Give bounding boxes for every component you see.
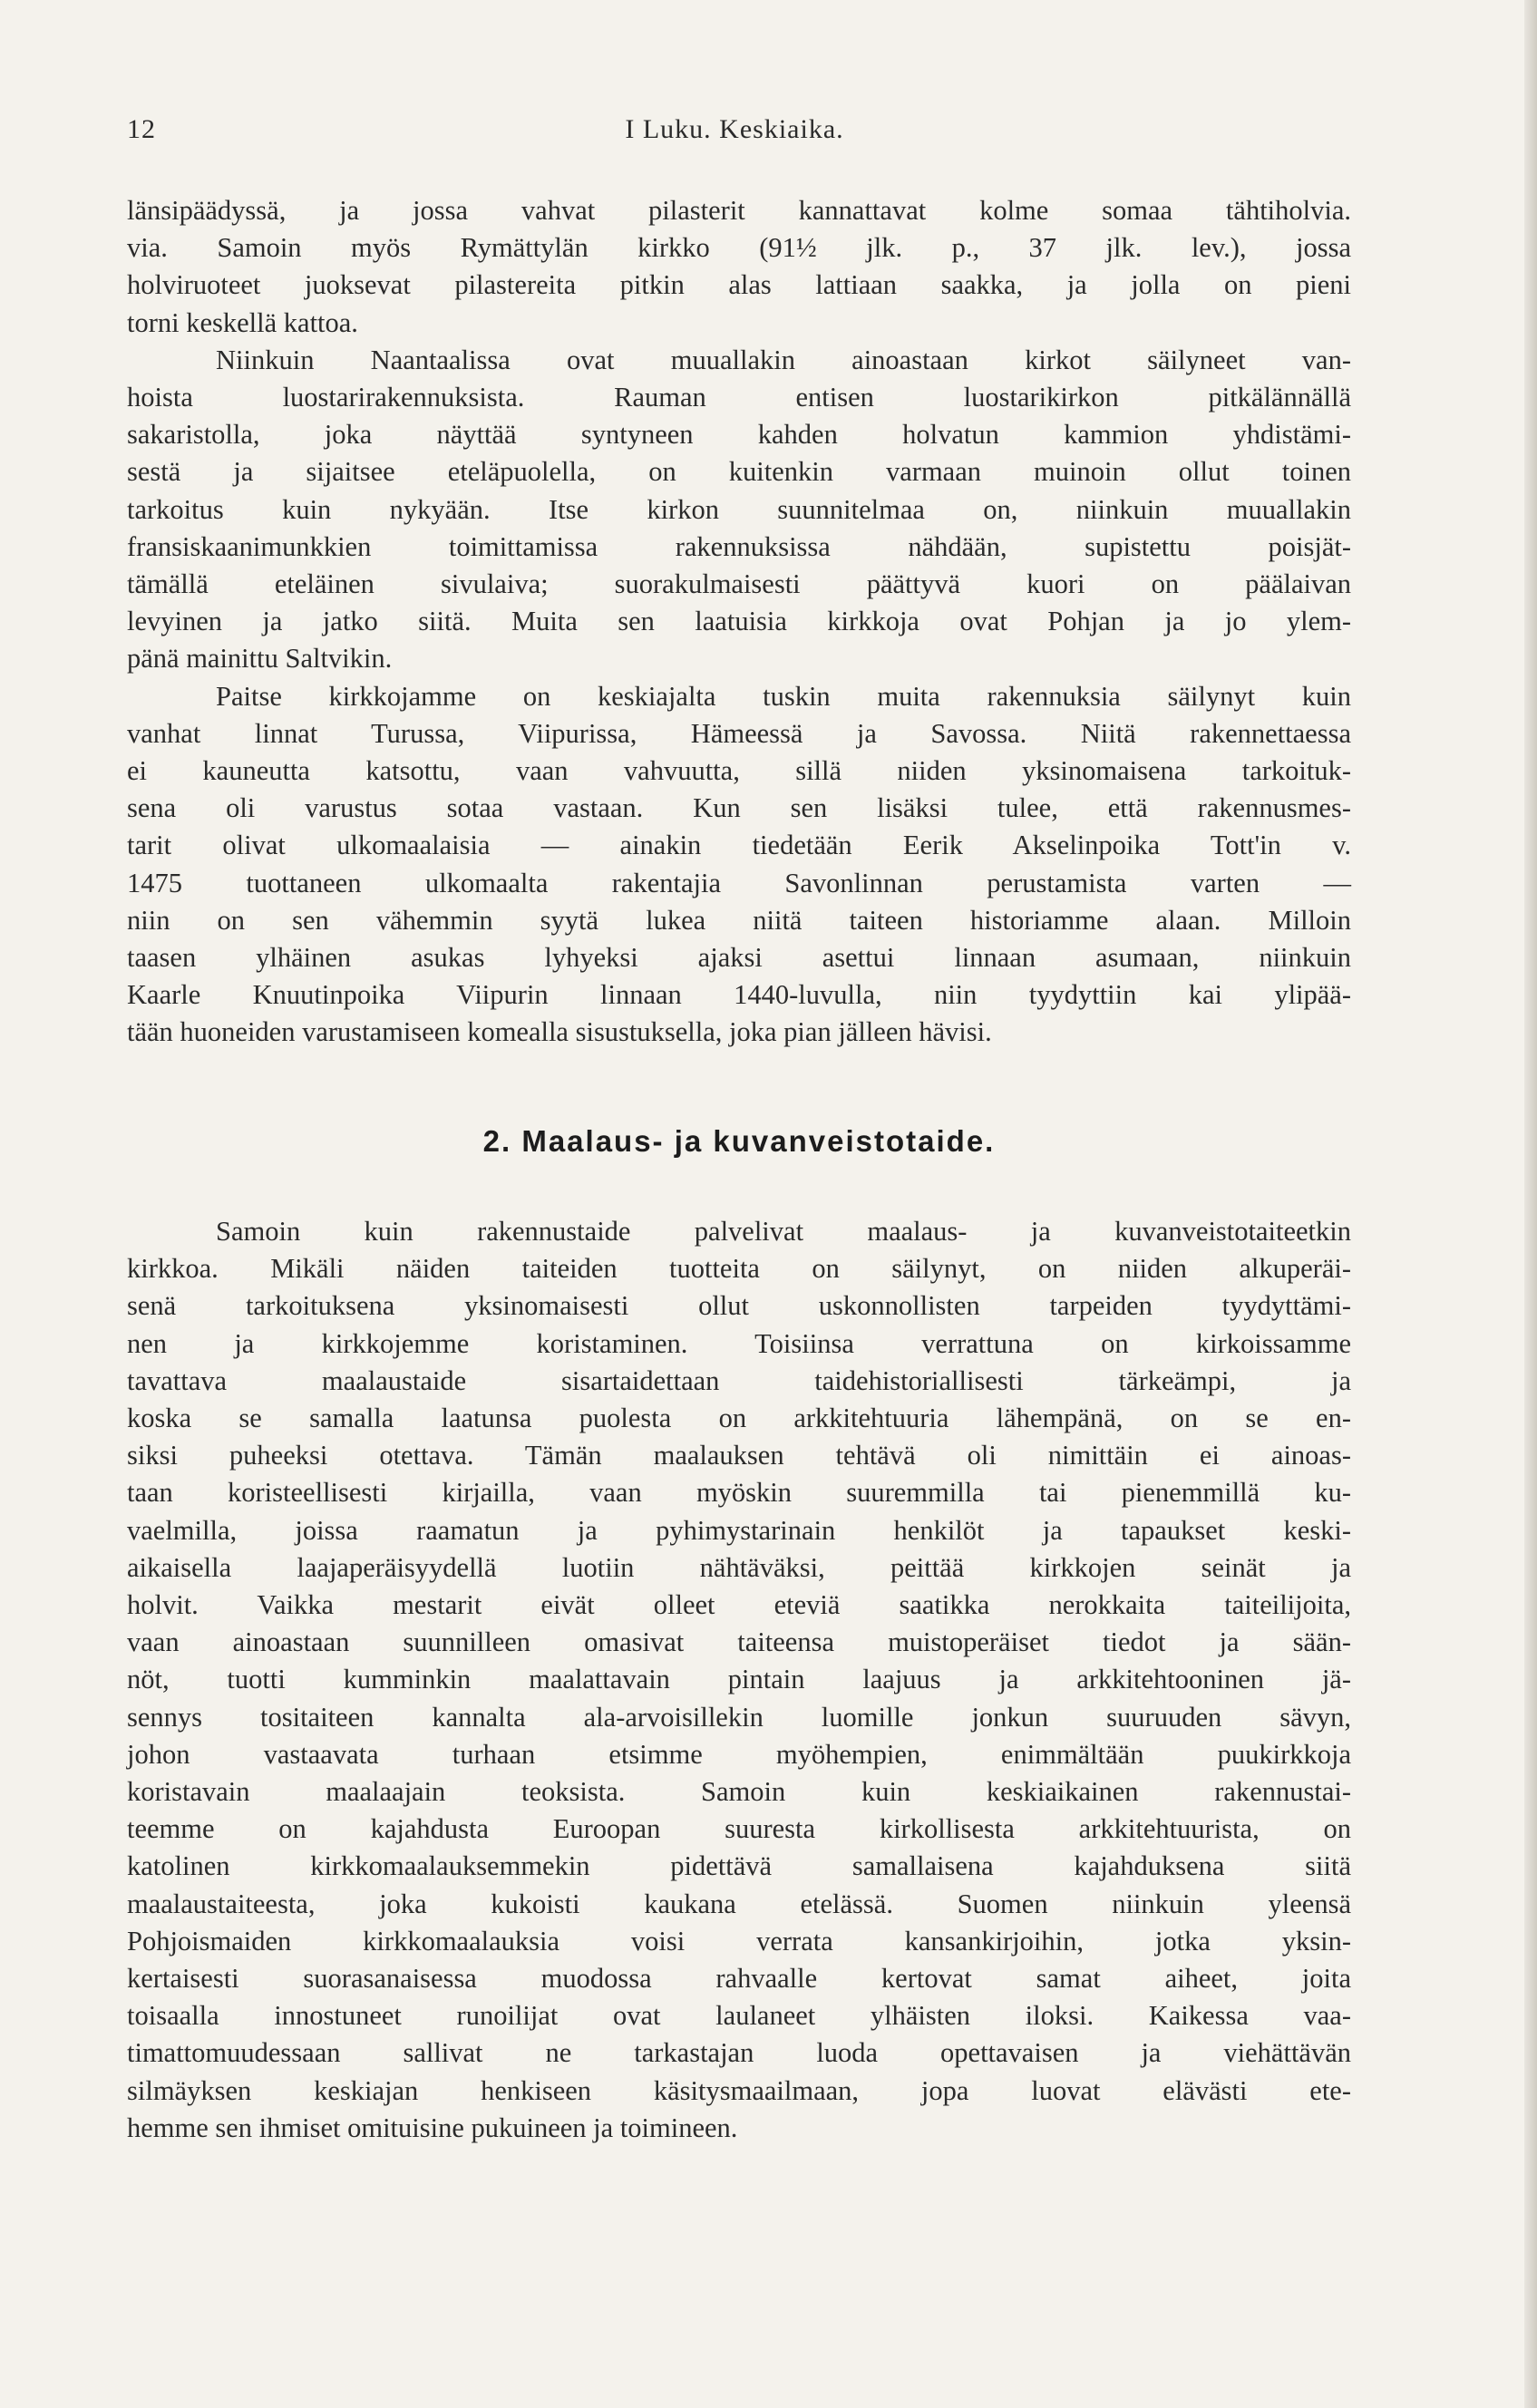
page-edge-shadow bbox=[1524, 0, 1537, 2408]
text-line: hemme sen ihmiset omituisine pukuineen ja toimineen. bbox=[127, 2112, 738, 2143]
text-line: koska se samalla laatunsa puolesta on arkkitehtuuria lähempänä, on se en- bbox=[127, 1403, 1351, 1434]
text-line: taan koristeellisesti kirjailla, vaan myöskin suuremmilla tai pienemmillä ku- bbox=[127, 1477, 1351, 1509]
text-line: johon vastaavata turhaan etsimme myöhempien, enimmältään puukirkkoja bbox=[127, 1738, 1351, 1770]
text-line: sena oli varustus sotaa vastaan. Kun sen lisäksi tulee, että rakennusmes- bbox=[127, 792, 1351, 824]
text-line: länsipäädyssä, ja jossa vahvat pilasterit kannattavat kolme somaa tähtiholvia. bbox=[127, 195, 1351, 226]
text-line: via. Samoin myös Rymättylän kirkko (91½ jlk. p., 37 jlk. lev.), jossa bbox=[127, 232, 1351, 264]
text-line: timattomuudessaan sallivat ne tarkastajan luoda opettavaisen ja viehättävän bbox=[127, 2037, 1351, 2069]
text-line: sennys tositaiteen kannalta ala-arvoisillekin luomille jonkun suuruuden sävyn, bbox=[127, 1701, 1351, 1733]
text-line: taasen ylhäinen asukas lyhyeksi ajaksi asettui linnaan asumaan, niinkuin bbox=[127, 942, 1351, 974]
text-line: senä tarkoituksena yksinomaisesti ollut uskonnollisten tarpeiden tyydyttämi- bbox=[127, 1290, 1351, 1322]
text-line: tarkoitus kuin nykyään. Itse kirkon suunnitelmaa on, niinkuin muuallakin bbox=[127, 493, 1351, 525]
text-line: toisaalla innostuneet runoilijat ovat laulaneet ylhäisten iloksi. Kaikessa vaa- bbox=[127, 2000, 1351, 2032]
text-line: 1475 tuottaneen ulkomaalta rakentajia Savonlinnan perustamista varten — bbox=[127, 867, 1351, 898]
text-line: Paitse kirkkojamme on keskiajalta tuskin muita rakennuksia säilynyt kuin bbox=[216, 680, 1351, 712]
text-line: katolinen kirkkomaalauksemmekin pidettävä samallaisena kajahduksena siitä bbox=[127, 1850, 1351, 1882]
text-line: siksi puheeksi otettava. Tämän maalauksen tehtävä oli nimittäin ei ainoas- bbox=[127, 1440, 1351, 1471]
text-line: tämällä eteläinen sivulaiva; suorakulmaisesti päättyvä kuori on päälaivan bbox=[127, 568, 1351, 600]
text-line: aikaisella laajaperäisyydellä luotiin nähtäväksi, peittää kirkkojen seinät ja bbox=[127, 1551, 1351, 1583]
text-line: koristavain maalaajain teoksista. Samoin kuin keskiaikainen rakennustai- bbox=[127, 1776, 1351, 1808]
text-line: ei kauneutta katsottu, vaan vahvuutta, sillä niiden yksinomaisena tarkoituk- bbox=[127, 755, 1351, 787]
text-line: tavattava maalaustaide sisartaidettaan taidehistoriallisesti tärkeämpi, ja bbox=[127, 1364, 1351, 1396]
text-line: vaelmilla, joissa raamatun ja pyhimystarinain henkilöt ja tapaukset keski- bbox=[127, 1514, 1351, 1546]
text-line: holvit. Vaikka mestarit eivät olleet eteviä saatikka nerokkaita taiteilijoita, bbox=[127, 1589, 1351, 1621]
text-line: sakaristolla, joka näyttää syntyneen kahden holvatun kammion yhdistämi- bbox=[127, 419, 1351, 451]
text-line: hoista luostarirakennuksista. Rauman entisen luostarikirkon pitkälännällä bbox=[127, 382, 1351, 413]
page-number: 12 bbox=[127, 114, 156, 144]
text-line: vanhat linnat Turussa, Viipurissa, Hämeessä ja Savossa. Niitä rakennettaessa bbox=[127, 717, 1351, 749]
text-line: vaan ainoastaan suunnilleen omasivat taiteensa muistoperäiset tiedot ja sään- bbox=[127, 1626, 1351, 1658]
section-2-body bbox=[127, 1213, 1351, 2147]
text-line: Kaarle Knuutinpoika Viipurin linnaan 1440-luvulla, niin tyydyttiin kai ylipää- bbox=[127, 979, 1351, 1011]
text-line: Niinkuin Naantaalissa ovat muuallakin ainoastaan kirkot säilyneet van- bbox=[216, 344, 1351, 375]
text-line: niin on sen vähemmin syytä lukea niitä taiteen historiamme alaan. Milloin bbox=[127, 904, 1351, 936]
text-line: teemme on kajahdusta Euroopan suuresta kirkollisesta arkkitehtuurista, on bbox=[127, 1813, 1351, 1845]
text-line: nöt, tuotti kumminkin maalattavain pintain laajuus ja arkkitehtooninen jä- bbox=[127, 1664, 1351, 1695]
section-1-body bbox=[127, 192, 1351, 1052]
text-line: fransiskaanimunkkien toimittamissa rakennuksissa nähdään, supistettu poisjät- bbox=[127, 530, 1351, 562]
text-line: kirkkoa. Mikäli näiden taiteiden tuotteita on säilynyt, on niiden alkuperäi- bbox=[127, 1253, 1351, 1285]
running-title: I Luku. Keskiaika. bbox=[625, 114, 844, 144]
text-line: nen ja kirkkojemme koristaminen. Toisiinsa verrattuna on kirkoissamme bbox=[127, 1327, 1351, 1359]
text-line: torni keskellä kattoa. bbox=[127, 306, 358, 338]
text-line: maalaustaiteesta, joka kukoisti kaukana etelässä. Suomen niinkuin yleensä bbox=[127, 1888, 1351, 1919]
text-line: Samoin kuin rakennustaide palvelivat maalaus- ja kuvanveistotaiteetkin bbox=[216, 1216, 1351, 1247]
text-line: silmäyksen keskiajan henkiseen käsitysmaailmaan, jopa luovat elävästi ete- bbox=[127, 2074, 1351, 2106]
section-heading: 2. Maalaus- ja kuvanveistotaide. bbox=[482, 1124, 996, 1158]
page-header bbox=[127, 114, 1342, 160]
text-line: levyinen ja jatko siitä. Muita sen laatuisia kirkkoja ovat Pohjan ja jo ylem- bbox=[127, 606, 1351, 637]
text-line: kertaisesti suorasanaisessa muodossa rahvaalle kertovat samat aiheet, joita bbox=[127, 1963, 1351, 1995]
text-line: holviruoteet juoksevat pilastereita pitkin alas lattiaan saakka, ja jolla on pieni bbox=[127, 269, 1351, 301]
text-line: sestä ja sijaitsee eteläpuolella, on kuitenkin varmaan muinoin ollut toinen bbox=[127, 456, 1351, 488]
text-line: tään huoneiden varustamiseen komealla sisustuksella, joka pian jälleen hävisi. bbox=[127, 1016, 992, 1048]
text-line: pänä mainittu Saltvikin. bbox=[127, 643, 393, 675]
text-line: tarit olivat ulkomaalaisia — ainakin tiedetään Eerik Akselinpoika Tott'in v. bbox=[127, 830, 1351, 861]
text-line: Pohjoismaiden kirkkomaalauksia voisi verrata kansankirjoihin, jotka yksin- bbox=[127, 1925, 1351, 1956]
